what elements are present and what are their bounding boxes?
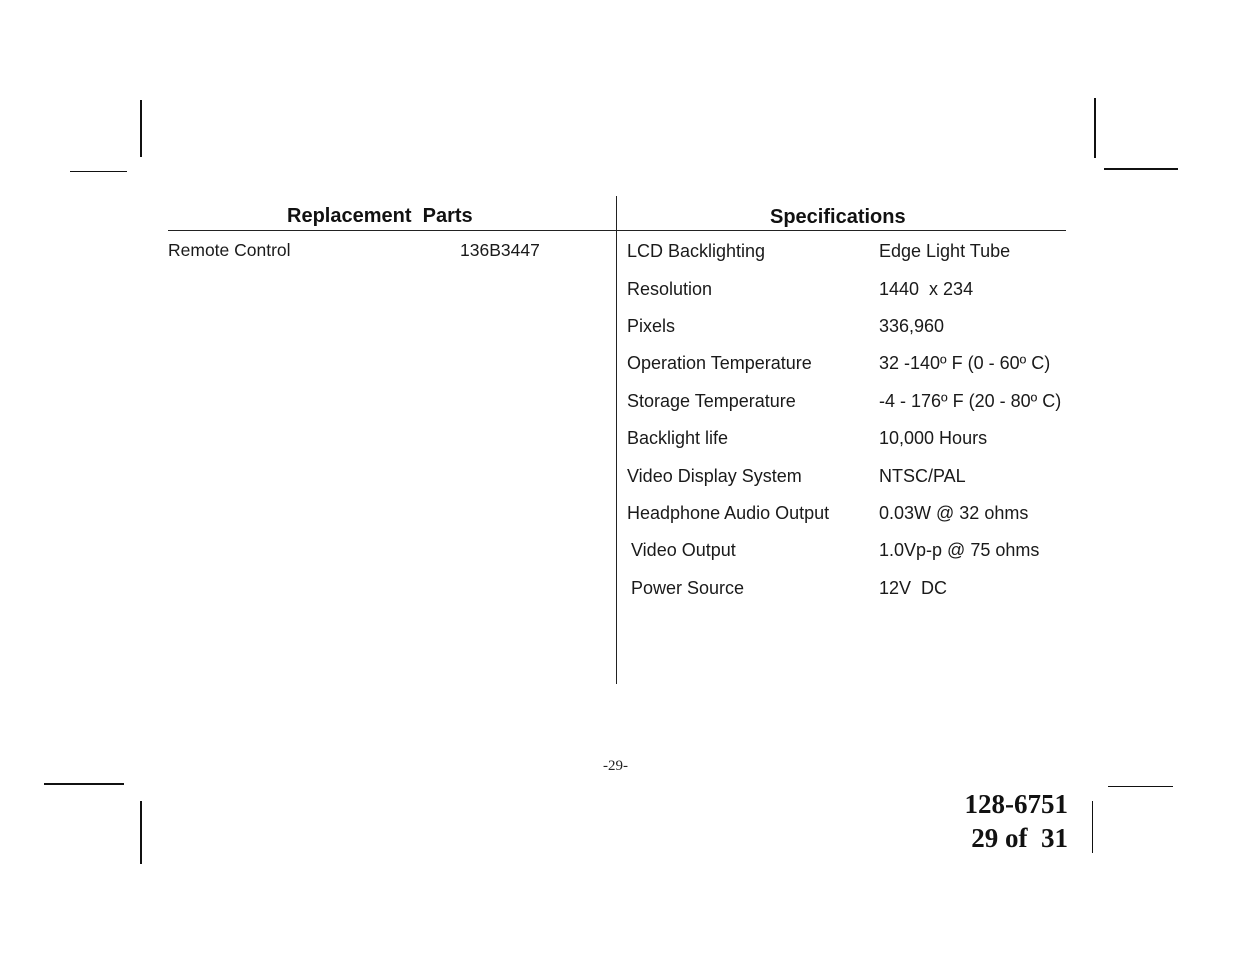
spec-label: LCD Backlighting — [627, 241, 766, 261]
crop-mark-bottom-left-vertical — [140, 801, 142, 864]
spec-value: -4 - 176º F (20 - 80º C) — [879, 391, 1062, 411]
spec-value: 12V DC — [879, 578, 948, 598]
spec-label: Headphone Audio Output — [627, 503, 830, 523]
specifications-heading: Specifications — [770, 206, 906, 228]
crop-mark-top-right-horizontal — [1104, 168, 1178, 170]
spec-label: Backlight life — [627, 428, 729, 448]
replacement-parts-heading: Replacement Parts — [287, 205, 473, 227]
spec-label: Video Display System — [627, 466, 802, 486]
header-underline — [168, 230, 1066, 231]
spec-label: Operation Temperature — [627, 353, 812, 373]
spec-value: NTSC/PAL — [879, 466, 966, 486]
spec-label: Pixels — [627, 316, 676, 336]
page-count: 29 of 31 — [971, 823, 1068, 853]
crop-mark-top-right-vertical — [1094, 98, 1096, 158]
crop-mark-top-left-vertical — [140, 100, 142, 157]
spec-value: Edge Light Tube — [879, 241, 1011, 261]
spec-label: Video Output — [626, 540, 736, 560]
spec-value: 336,960 — [879, 316, 945, 336]
page-number: -29- — [603, 758, 628, 774]
spec-label: Resolution — [627, 279, 713, 299]
spec-label: Storage Temperature — [627, 391, 796, 411]
crop-mark-bottom-right-vertical — [1092, 801, 1093, 853]
spec-value: 0.03W @ 32 ohms — [879, 503, 1029, 523]
crop-mark-bottom-right-horizontal — [1108, 786, 1173, 787]
spec-value: 1.0Vp-p @ 75 ohms — [879, 540, 1040, 560]
part-number: 136B3447 — [460, 240, 540, 260]
spec-value: 32 -140º F (0 - 60º C) — [879, 353, 1051, 373]
spec-value: 10,000 Hours — [879, 428, 988, 448]
column-divider — [616, 196, 617, 684]
crop-mark-top-left-horizontal — [70, 171, 127, 172]
document-number: 128-6751 — [964, 789, 1068, 819]
part-name: Remote Control — [168, 240, 291, 260]
crop-mark-bottom-left-horizontal — [44, 783, 124, 785]
spec-label: Power Source — [626, 578, 745, 598]
spec-value: 1440 x 234 — [879, 279, 974, 299]
